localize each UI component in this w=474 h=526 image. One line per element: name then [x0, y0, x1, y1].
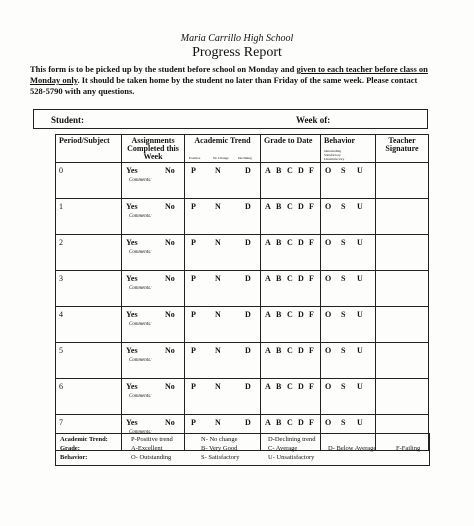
yes-option[interactable]: Yes	[126, 382, 138, 391]
assignments-cell[interactable]	[122, 235, 185, 271]
comments-label: Comments:	[129, 394, 152, 399]
behavior-option[interactable]: S	[341, 166, 346, 175]
table-header-row	[56, 135, 429, 163]
period-number: 5	[59, 346, 63, 355]
trend-option[interactable]: D	[245, 166, 251, 175]
grade-cell[interactable]	[261, 379, 321, 415]
trend-sub-declining: Declining	[238, 156, 252, 160]
period-number: 2	[59, 238, 63, 247]
grade-option[interactable]: B	[276, 238, 282, 247]
instructions-text	[30, 64, 430, 97]
no-option[interactable]: No	[165, 166, 175, 175]
legend-f: F-Failing	[396, 445, 421, 452]
grade-option[interactable]: F	[309, 310, 314, 319]
behavior-option[interactable]: U	[357, 274, 363, 283]
behavior-option[interactable]: S	[341, 238, 346, 247]
grade-option[interactable]: F	[309, 382, 314, 391]
period-cell	[56, 163, 122, 199]
grade-option[interactable]: D	[298, 418, 304, 427]
grade-option[interactable]: B	[276, 382, 282, 391]
grade-option[interactable]: F	[309, 418, 314, 427]
trend-option[interactable]: N	[215, 166, 221, 175]
period-cell	[56, 379, 122, 415]
behavior-cell[interactable]	[321, 271, 376, 307]
yes-option[interactable]: Yes	[126, 202, 138, 211]
period-number: 0	[59, 166, 63, 175]
grade-option[interactable]: A	[265, 346, 271, 355]
table-row	[56, 307, 429, 343]
period-cell	[56, 271, 122, 307]
yes-option[interactable]: Yes	[126, 274, 138, 283]
grade-cell[interactable]	[261, 235, 321, 271]
table-row	[56, 271, 429, 307]
behavior-option[interactable]: U	[357, 238, 363, 247]
behavior-option[interactable]: O	[325, 202, 332, 211]
grade-option[interactable]: C	[287, 418, 293, 427]
period-cell	[56, 235, 122, 271]
grade-option[interactable]: D	[298, 310, 304, 319]
assignments-cell[interactable]	[122, 379, 185, 415]
trend-option[interactable]: D	[245, 202, 251, 211]
grade-option[interactable]: D	[298, 166, 304, 175]
period-cell	[56, 199, 122, 235]
table-row	[56, 379, 429, 415]
behavior-cell[interactable]	[321, 163, 376, 199]
yes-option[interactable]: Yes	[126, 238, 138, 247]
school-name: Maria Carrillo High School	[180, 33, 294, 44]
period-number: 4	[59, 310, 63, 319]
teacher-signature-cell[interactable]	[376, 163, 429, 199]
grade-option[interactable]: A	[265, 238, 271, 247]
table-row	[56, 235, 429, 271]
period-cell	[56, 343, 122, 379]
legend-academic-trend-label: Academic Trend:	[60, 436, 108, 443]
trend-option[interactable]: P	[191, 418, 196, 427]
trend-cell[interactable]	[185, 199, 261, 235]
grade-option[interactable]: B	[276, 418, 282, 427]
teacher-signature-cell[interactable]	[376, 343, 429, 379]
grade-option[interactable]: C	[287, 274, 293, 283]
assignments-cell[interactable]	[122, 307, 185, 343]
legend-p: P-Positive trend	[131, 436, 173, 443]
legend-u: U- Unsatisfactory	[268, 454, 315, 461]
behavior-sub-satisfactory: Satisfactory	[324, 153, 341, 157]
behavior-option[interactable]: U	[357, 346, 363, 355]
legend-d: D-Declining trend	[268, 436, 316, 443]
legend-box	[55, 433, 430, 466]
trend-option[interactable]: N	[215, 382, 221, 391]
behavior-option[interactable]: O	[325, 382, 332, 391]
trend-option[interactable]: P	[191, 382, 196, 391]
behavior-option[interactable]: S	[341, 310, 346, 319]
no-option[interactable]: No	[165, 202, 175, 211]
trend-option[interactable]: P	[191, 238, 196, 247]
grade-option[interactable]: B	[276, 346, 282, 355]
comments-label: Comments:	[129, 286, 152, 291]
comments-label: Comments:	[129, 322, 152, 327]
teacher-signature-cell[interactable]	[376, 235, 429, 271]
trend-option[interactable]: D	[245, 418, 251, 427]
behavior-option[interactable]: U	[357, 418, 363, 427]
behavior-cell[interactable]	[321, 379, 376, 415]
behavior-option[interactable]: U	[357, 382, 363, 391]
trend-cell[interactable]	[185, 343, 261, 379]
header-trend: Academic Trend Positive No Change Declining	[185, 135, 261, 163]
page-title: Progress Report	[192, 45, 282, 60]
legend-grade-label: Grade:	[60, 445, 80, 452]
behavior-cell[interactable]	[321, 199, 376, 235]
table-row	[56, 199, 429, 235]
behavior-cell[interactable]	[321, 235, 376, 271]
behavior-option[interactable]: S	[341, 202, 346, 211]
comments-label: Comments:	[129, 430, 152, 435]
legend-s: S- Satisfactory	[201, 454, 240, 461]
yes-option[interactable]: Yes	[126, 310, 138, 319]
grade-option[interactable]: A	[265, 274, 271, 283]
grade-cell[interactable]	[261, 163, 321, 199]
trend-cell[interactable]	[185, 235, 261, 271]
comments-label: Comments:	[129, 214, 152, 219]
trend-option[interactable]: N	[215, 238, 221, 247]
grade-option[interactable]: C	[287, 166, 293, 175]
behavior-option[interactable]: S	[341, 274, 346, 283]
grade-option[interactable]: F	[309, 274, 314, 283]
legend-n: N- No change	[201, 436, 238, 443]
trend-option[interactable]: N	[215, 274, 221, 283]
trend-option[interactable]: D	[245, 382, 251, 391]
legend-behavior-label: Behavior:	[60, 454, 88, 461]
behavior-option[interactable]: O	[325, 310, 332, 319]
grade-option[interactable]: D	[298, 346, 304, 355]
behavior-option[interactable]: O	[325, 274, 332, 283]
behavior-option[interactable]: O	[325, 346, 332, 355]
grade-option[interactable]: D	[298, 274, 304, 283]
student-label: Student:	[51, 115, 85, 125]
behavior-sub-outstanding: Outstanding	[324, 149, 342, 153]
trend-option[interactable]: D	[245, 274, 251, 283]
grade-option[interactable]: A	[265, 382, 271, 391]
assignments-cell[interactable]	[122, 199, 185, 235]
grade-option[interactable]: F	[309, 202, 314, 211]
teacher-signature-cell[interactable]	[376, 199, 429, 235]
grade-option[interactable]: C	[287, 238, 293, 247]
trend-option[interactable]: P	[191, 346, 196, 355]
trend-cell[interactable]	[185, 307, 261, 343]
behavior-option[interactable]: O	[325, 238, 332, 247]
header-behavior: Behavior Outstanding Satisfactory Unsatisfactory	[321, 135, 376, 163]
grade-option[interactable]: D	[298, 238, 304, 247]
trend-sub-positive: Positive	[189, 156, 201, 160]
grade-option[interactable]: C	[287, 310, 293, 319]
grade-option[interactable]: C	[287, 382, 293, 391]
yes-option[interactable]: Yes	[126, 346, 138, 355]
no-option[interactable]: No	[165, 274, 175, 283]
grade-option[interactable]: C	[287, 346, 293, 355]
no-option[interactable]: No	[165, 238, 175, 247]
behavior-option[interactable]: S	[341, 382, 346, 391]
grade-option[interactable]: F	[309, 166, 314, 175]
behavior-option[interactable]: U	[357, 166, 363, 175]
grade-cell[interactable]	[261, 199, 321, 235]
teacher-signature-cell[interactable]	[376, 379, 429, 415]
no-option[interactable]: No	[165, 310, 175, 319]
grade-option[interactable]: B	[276, 202, 282, 211]
behavior-cell[interactable]	[321, 343, 376, 379]
trend-option[interactable]: P	[191, 166, 196, 175]
grade-cell[interactable]	[261, 307, 321, 343]
teacher-signature-cell[interactable]	[376, 307, 429, 343]
assignments-cell[interactable]	[122, 343, 185, 379]
teacher-signature-cell[interactable]	[376, 271, 429, 307]
grade-option[interactable]: A	[265, 166, 271, 175]
instructions-part-2: . It should be taken home by the student no later than Friday of the same week. Please contact 528-5790 with any questions.	[30, 75, 418, 96]
period-number: 1	[59, 202, 63, 211]
trend-cell[interactable]	[185, 271, 261, 307]
period-number: 3	[59, 274, 63, 283]
grade-option[interactable]: B	[276, 274, 282, 283]
trend-option[interactable]: N	[215, 418, 221, 427]
grade-option[interactable]: F	[309, 346, 314, 355]
table-row	[56, 163, 429, 199]
grade-option[interactable]: C	[287, 202, 293, 211]
grade-cell[interactable]	[261, 271, 321, 307]
table-row	[56, 343, 429, 379]
trend-option[interactable]: N	[215, 346, 221, 355]
trend-cell[interactable]	[185, 163, 261, 199]
header-assignments: Assignments Completed this Week	[122, 135, 185, 163]
header-grade: Grade to Date	[261, 135, 321, 163]
header-period: Period/Subject	[56, 135, 122, 163]
behavior-sub-unsatisfactory: Unsatisfactory	[324, 157, 345, 161]
behavior-option[interactable]: O	[325, 418, 332, 427]
legend-c: C- Average	[268, 445, 298, 452]
yes-option[interactable]: Yes	[126, 166, 138, 175]
period-cell	[56, 307, 122, 343]
legend-b: B- Very Good	[201, 445, 238, 452]
grade-option[interactable]: F	[309, 238, 314, 247]
grade-option[interactable]: B	[276, 166, 282, 175]
no-option[interactable]: No	[165, 382, 175, 391]
trend-sub-nochange: No Change	[213, 156, 229, 160]
student-week-box	[33, 109, 428, 129]
trend-option[interactable]: D	[245, 310, 251, 319]
trend-cell[interactable]	[185, 379, 261, 415]
yes-option[interactable]: Yes	[126, 418, 138, 427]
header-teacher: Teacher Signature	[376, 135, 429, 163]
grade-option[interactable]: A	[265, 202, 271, 211]
grade-option[interactable]: D	[298, 382, 304, 391]
period-number: 7	[59, 418, 63, 427]
no-option[interactable]: No	[165, 346, 175, 355]
week-of-label: Week of:	[296, 115, 331, 125]
behavior-option[interactable]: S	[341, 418, 346, 427]
grade-option[interactable]: B	[276, 310, 282, 319]
comments-label: Comments:	[129, 250, 152, 255]
trend-option[interactable]: N	[215, 310, 221, 319]
grade-option[interactable]: A	[265, 310, 271, 319]
comments-label: Comments:	[129, 358, 152, 363]
comments-label: Comments:	[129, 178, 152, 183]
behavior-option[interactable]: U	[357, 310, 363, 319]
trend-option[interactable]: P	[191, 202, 196, 211]
assignments-cell[interactable]	[122, 163, 185, 199]
behavior-option[interactable]: O	[325, 166, 332, 175]
grade-option[interactable]: D	[298, 202, 304, 211]
instructions-part-1: This form is to be picked up by the student before school on Monday and	[30, 64, 297, 74]
trend-option[interactable]: P	[191, 274, 196, 283]
grade-cell[interactable]	[261, 343, 321, 379]
trend-option[interactable]: D	[245, 238, 251, 247]
behavior-option[interactable]: U	[357, 202, 363, 211]
trend-option[interactable]: P	[191, 310, 196, 319]
behavior-option[interactable]: S	[341, 346, 346, 355]
trend-option[interactable]: N	[215, 202, 221, 211]
trend-option[interactable]: D	[245, 346, 251, 355]
legend-d-grade: D- Below Average	[328, 445, 377, 452]
legend-a: A-Excellent	[131, 445, 163, 452]
behavior-cell[interactable]	[321, 307, 376, 343]
period-number: 6	[59, 382, 63, 391]
progress-table	[55, 134, 429, 451]
legend-o: O- Outstanding	[131, 454, 172, 461]
grade-option[interactable]: A	[265, 418, 271, 427]
no-option[interactable]: No	[165, 418, 175, 427]
instructions-underlined: given to each teacher before class on Monday only	[30, 64, 428, 85]
assignments-cell[interactable]	[122, 271, 185, 307]
